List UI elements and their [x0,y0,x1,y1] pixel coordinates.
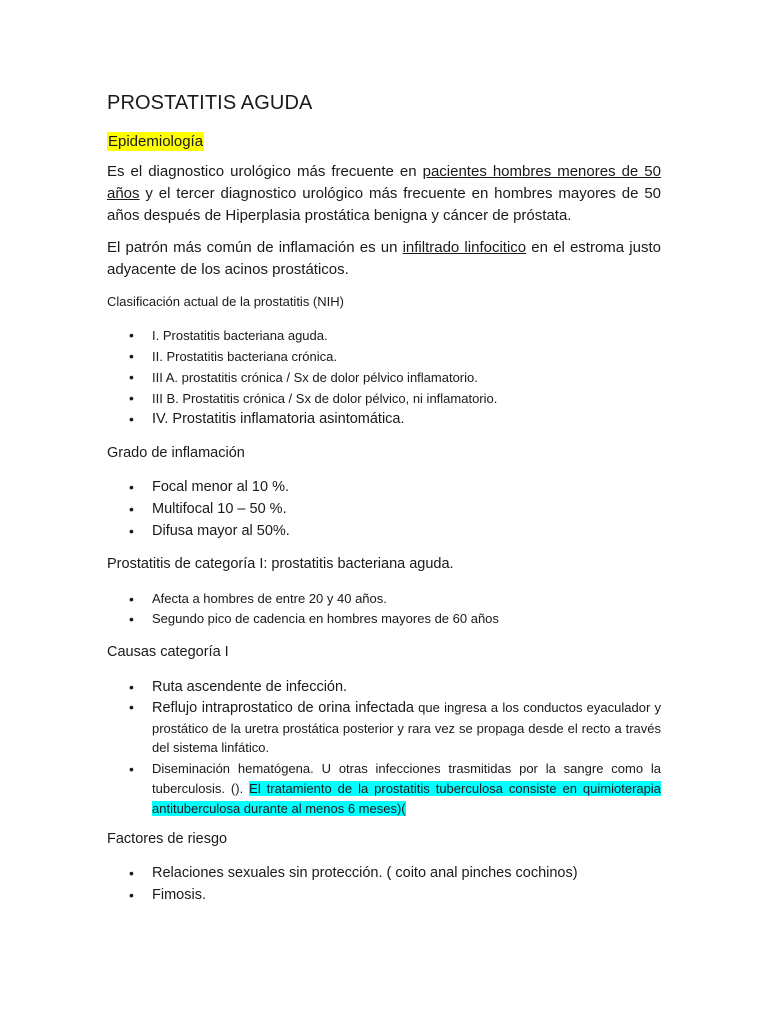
list-item-text: III A. prostatitis crónica / Sx de dolor pélvico inflamatorio. [152,370,478,385]
bullet-icon: • [129,699,134,715]
causes-heading: Causas categoría I [107,644,229,660]
list-item-text: Segundo pico de cadencia en hombres mayores de 60 años [152,611,499,626]
list-item [107,884,661,906]
list-item-text: IV. Prostatitis inflamatoria asintomática. [152,411,405,427]
inflammation-grade-heading: Grado de inflamación [107,445,245,461]
list-item [107,367,661,388]
list-item [107,698,661,758]
bullet-icon: • [129,348,134,364]
list-item [107,325,661,346]
bullet-icon: • [129,591,134,607]
category-1-heading: Prostatitis de categoría I: prostatitis bacteriana aguda. [107,556,454,572]
list-item-text: Fimosis. [152,887,206,903]
list-item-text: Difusa mayor al 50%. [152,523,290,539]
list-item-text: Multifocal 10 – 50 %. [152,501,287,517]
classification-list [107,325,661,430]
risk-factors-list [107,862,661,906]
list-item-text: Afecta a hombres de entre 20 y 40 años. [152,591,387,606]
text-run: que ingresa a los conductos eyaculador y prostático de la uretra prostática posterior y rara vez se propaga desde el recto a través del sistema linfático. [152,700,661,755]
text-run: y el tercer diagnostico urológico más frecuente en hombres mayores de 50 años después de Hiperplasia prostática benigna y cáncer de próstata. [107,185,661,224]
bullet-icon: • [129,679,134,695]
bullet-icon: • [129,479,134,495]
underlined-text: infiltrado linfocitico [402,239,527,256]
text-run: Diseminación hematógena. U otras infecciones trasmitidas por la sangre como la tuberculosis. (). [152,760,661,796]
text-run: El patrón más común de inflamación es un [107,239,403,256]
bullet-icon: • [129,887,134,903]
classification-heading: Clasificación actual de la prostatitis (NIH) [107,294,344,309]
bullet-icon: • [129,411,134,427]
bullet-icon: • [129,611,134,627]
bullet-icon: • [129,369,134,385]
list-item-text: Relaciones sexuales sin protección. ( coito anal pinches cochinos) [152,865,578,881]
list-item [107,862,661,884]
list-item [107,520,661,542]
bullet-icon: • [129,327,134,343]
inflammation-grade-list [107,476,661,542]
list-item-text: Ruta ascendente de infección. [152,679,348,695]
list-item-text [152,759,661,819]
list-item [107,609,661,629]
list-item [107,589,661,609]
risk-factors-heading: Factores de riesgo [107,831,228,847]
bullet-icon: • [129,865,134,881]
list-item [107,676,661,698]
list-item-text: Focal menor al 10 %. [152,479,290,495]
bullet-icon: • [129,390,134,406]
text-run: Es el diagnostico urológico más frecuente en [107,163,423,180]
text-run: en el estroma justo adyacente de los acinos prostáticos. [107,239,661,278]
epidemiology-paragraph-2 [107,237,661,281]
list-item-text: III B. Prostatitis crónica / Sx de dolor pélvico, ni inflamatorio. [152,391,498,406]
epidemiology-paragraph-1 [107,161,661,227]
list-item [107,759,661,819]
list-item [107,476,661,498]
list-item-text: II. Prostatitis bacteriana crónica. [152,349,337,364]
list-item [107,346,661,367]
category-1-list [107,589,661,629]
bullet-icon: • [129,501,134,517]
list-item-text [152,698,661,758]
text-run: Reflujo intraprostatico de orina infectada [152,700,414,716]
bullet-icon: • [129,523,134,539]
causes-list [107,676,661,819]
list-item [107,498,661,520]
underlined-text: pacientes hombres menores de 50 años [107,163,661,202]
list-item [107,409,661,430]
list-item [107,388,661,409]
epidemiology-heading: Epidemiología [108,133,204,150]
document-title: PROSTATITIS AGUDA [107,92,313,114]
bullet-icon: • [129,760,134,777]
highlighted-text: El tratamiento de la prostatitis tuberculosa consiste en quimioterapia antituberculosa durante al menos 6 meses)( [152,780,661,816]
list-item-text: I. Prostatitis bacteriana aguda. [152,328,328,343]
